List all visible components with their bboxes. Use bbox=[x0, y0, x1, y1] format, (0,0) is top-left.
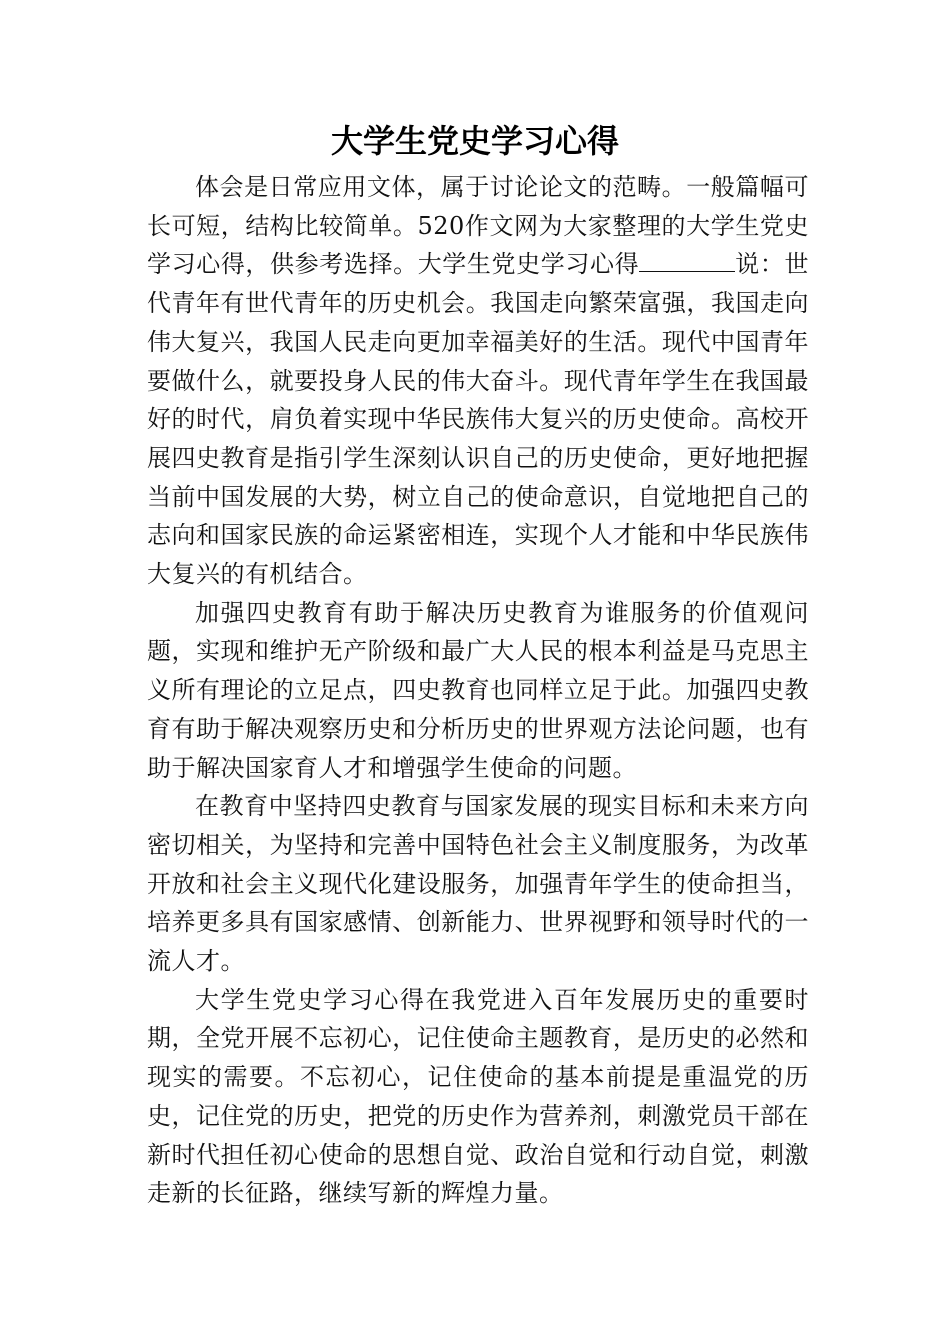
paragraph-2: 加强四史教育有助于解决历史教育为谁服务的价值观问题，实现和维护无产阶级和最广大人民的根本利益是马克思主义所有理论的立足点，四史教育也同样立足于此。加强四史教育有助于解决观察历史和分析历史的世界观方法论问题，也有助于解决国家育人才和增强学生使命的问题。 bbox=[147, 598, 809, 782]
document-title: 大学生党史学习心得 bbox=[330, 122, 619, 160]
paragraph-1 bbox=[147, 168, 809, 594]
paragraph-4: 大学生党史学习心得在我党进入百年发展历史的重要时期，全党开展不忘初心，记住使命主题教育，是历史的必然和现实的需要。不忘初心，记住使命的基本前提是重温党的历史，记住党的历史，把党的历史作为营养剂，刺激党员干部在新时代担任初心使命的思想自觉、政治自觉和行动自觉，刺激走新的长征路，继续写新的辉煌力量。 bbox=[147, 985, 809, 1208]
fill-in-blank-line bbox=[639, 249, 735, 272]
document-body bbox=[147, 168, 809, 1213]
paragraph-1-text-after-blank: 说：世代青年有世代青年的历史机会。我国走向繁荣富强，我国走向伟大复兴，我国人民走向更加幸福美好的生活。现代中国青年要做什么，就要投身人民的伟大奋斗。现代青年学生在我国最好的时代，肩负着实现中华民族伟大复兴的历史使命。高校开展四史教育是指引学生深刻认识自己的历史使命，更好地把握当前中国发展的大势，树立自己的使命意识，自觉地把自己的志向和国家民族的命运紧密相连，实现个人才能和中华民族伟大复兴的有机结合。 bbox=[147, 250, 810, 589]
paragraph-1-text-before-blank: 体会是日常应用文体，属于讨论论文的范畴。一般篇幅可长可短，结构比较简单。520作文网为大家整理的大学生党史学习心得，供参考选择。大学生党史学习心得 bbox=[147, 173, 809, 279]
paragraph-3: 在教育中坚持四史教育与国家发展的现实目标和未来方向密切相关，为坚持和完善中国特色社会主义制度服务，为改革开放和社会主义现代化建设服务，加强青年学生的使命担当，培养更多具有国家感情、创新能力、世界视野和领导时代的一流人才。 bbox=[147, 792, 809, 976]
